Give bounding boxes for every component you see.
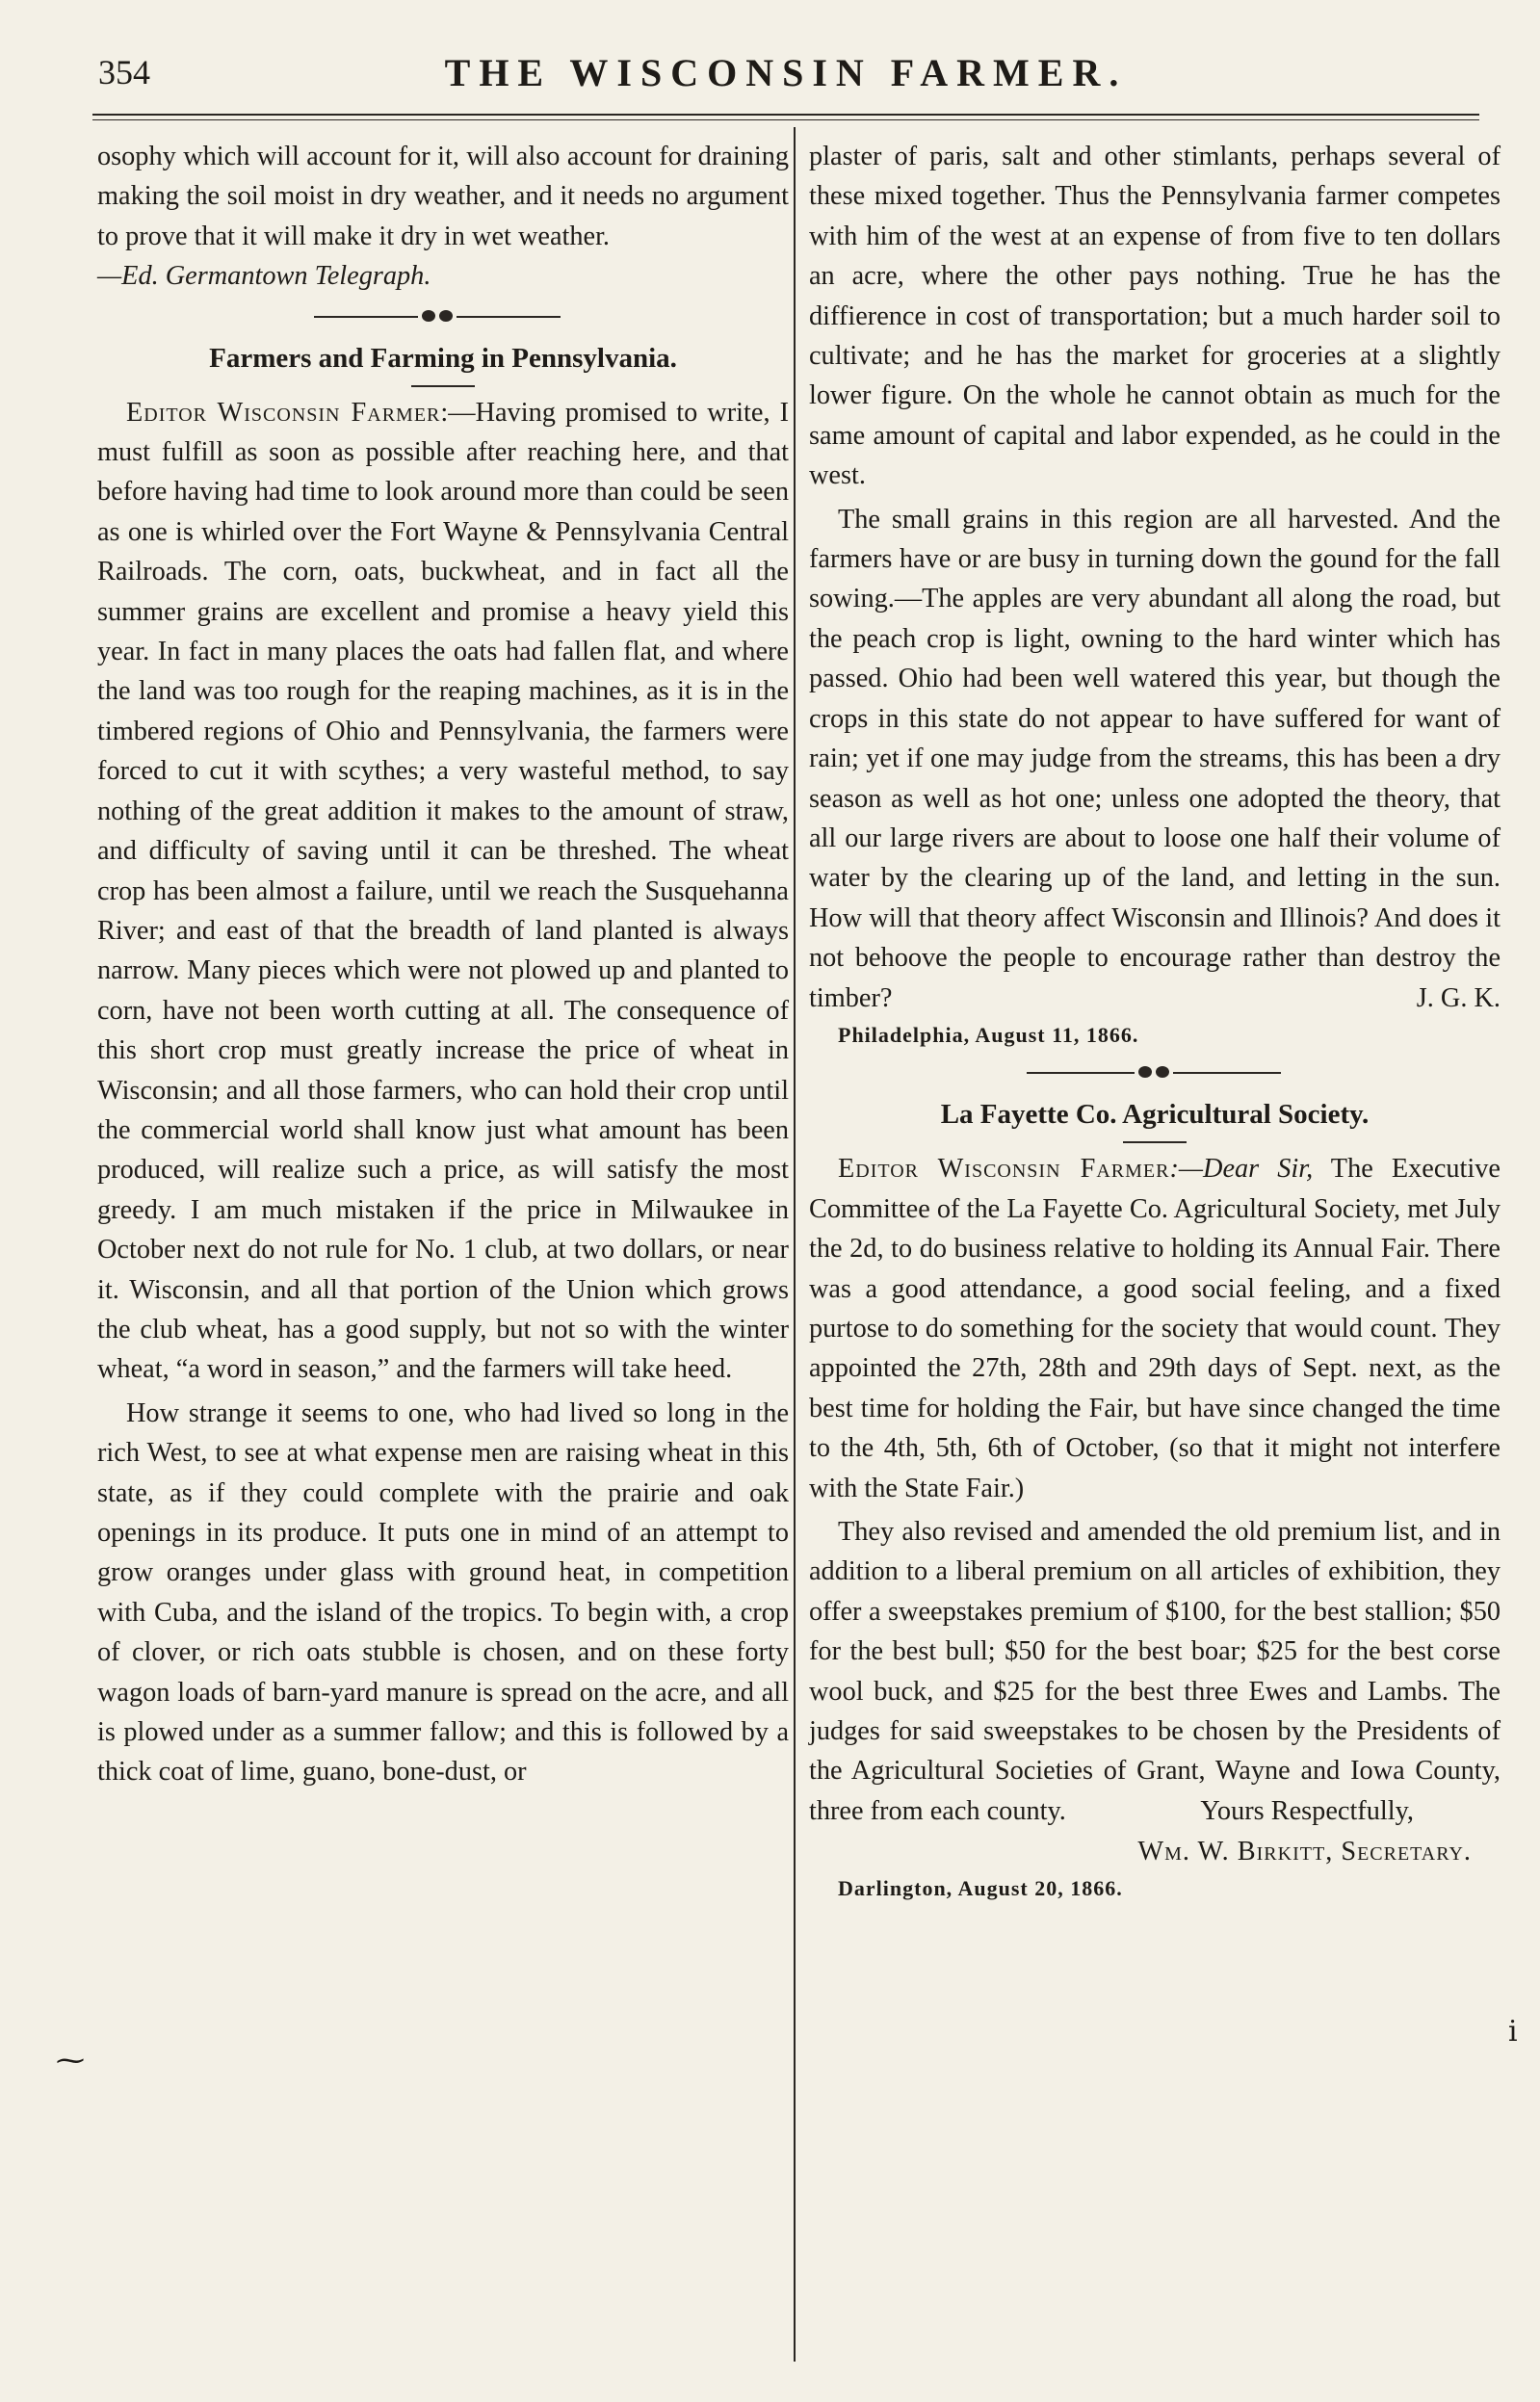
article-paragraph-text: :—Having promised to write, I must fulfill as soon as possible after reaching here, and that before having had time to look around more than could be seen as one is whirled over the Fort Wayne & Pennsylvania Central Railroads. The corn, oats, buckwheat, and in fact all the summer grains are excellent and promise a heavy yield this year. In fact in many places the oats had fallen flat, and where the land was too rough for the reaping machines, as it is in the timbered regions of Ohio and Pennsylvania, the farmers were forced to cut it with scythes; a very wasteful method, to say nothing of the great addition it makes to the amount of straw, and difficulty of saving until it can be threshed. The wheat crop has been almost a failure, until we reach the Susquehanna River; and east of that the breadth of land planted is always narrow. Many pieces which were not plowed up and planted to corn, have not been worth cutting at all. The consequence of this short crop must greatly increase the price of wheat in Wisconsin; and all those farmers, who can hold their crop until the commercial world shall know just what amount has been produced, will realize such a price, as will satisfy the most greedy. I am much mistaken if the price in Milwaukee in October next do not rule for No. 1 club, at two dollars, or near it. Wisconsin, and all that portion of the Union which grows the club wheat, has a good supply, but not so with the winter wheat, “a word in season,” and the farmers will take heed. (97, 397, 789, 1385)
article-paragraph: How strange it seems to one, who had lived so long in the rich West, to see at what expense men are raising wheat in this state, as if they could complete with the prairie and oak openings in its produce. It puts one in mind of an attempt to grow oranges under glass with ground heat, in competition with Cuba, and the island of the tropics. To begin with, a crop of clover, or rich oats stubble is chosen, and on these forty wagon loads of barn-yard manure is spread on the acre, and all is plowed under as a summer fallow; and this is followed by a thick coat of lime, guano, bone-dust, or (97, 1397, 789, 1788)
section-separator (97, 300, 789, 333)
left-column (97, 137, 789, 1792)
margin-annotation-mark: ⅰ (1508, 2015, 1518, 2049)
closing: Yours Respectfully, (1200, 1796, 1414, 1827)
heading-rule (97, 379, 789, 393)
margin-annotation-mark: ⁓ (56, 2044, 85, 2077)
article-paragraph (809, 1149, 1501, 1508)
editor-salutation: Editor Wisconsin Farmer (126, 397, 441, 428)
article-heading-pennsylvania: Farmers and Farming in Pennsylvania. (209, 342, 677, 374)
article-paragraph: They also revised and amended the old premium list, and in addition to a liberal premium on all articles of exhibition, they offer a sweepstakes premium of $100, for the best stallion; $50 for the best bull; $50 for the best boar; $25 for the best corse wool buck, and $25 for the best three Ewes and Lambs. The judges for said sweepstakes to be chosen by the Presidents of the Agricultural Societies of Grant, Wayne and Iowa County, three from each county. (809, 1517, 1501, 1826)
secretary-signature: Wm. W. Birkitt, Secretary. (1137, 1836, 1472, 1867)
article-paragraph: The small grains in this region are all harvested. And the farmers have or are busy in turning down the gound for the fall sowing.—The apples are very abundant all along the road, but the peach crop is light, owning to the hard winter which has passed. Ohio had been well watered this year, but though the crops in this state do not appear to have suffered for want of rain; yet if one may judge from the streams, this has been a dry season as well as hot one; unless one adopted the theory, that all our large rivers are about to loose one half their volume of water by the clearing up of the land, and letting in the sun. How will that theory affect Wisconsin and Illinois? And does it not behoove the people to encourage rather than destroy the timber? (809, 504, 1501, 1013)
article-paragraph (97, 393, 789, 1390)
dateline: Philadelphia, August 11, 1866. (838, 1023, 1139, 1048)
section-separator (809, 1057, 1501, 1089)
author-initials: J. G. K. (1416, 982, 1501, 1013)
header-rule-top (92, 114, 1479, 116)
article-heading-lafayette: La Fayette Co. Agricultural Society. (940, 1099, 1370, 1131)
page-header (92, 46, 1479, 104)
right-column (809, 137, 1501, 1906)
article-paragraph-continued: plaster of paris, salt and other stimlants, perhaps several of these mixed together. Thus the Pennsylvania farmer competes with him of the west at an expense of from five to ten dollars an acre, where the other pays nothing. True he has the diffierence in cost of transportation; but a much harder soil to cultivate; and he has the market for groceries at a slightly lower figure. On the whole he cannot obtain as much for the same amount of capital and labor expended, as he could in the west. (809, 142, 1501, 491)
greeting: :—Dear Sir, (1169, 1154, 1314, 1185)
intro-paragraph: osophy which will account for it, will also account for draining making the soil moist in dry weather, and it needs no argument to prove that it will make it dry in wet weather. (97, 142, 789, 251)
dateline: Darlington, August 20, 1866. (838, 1876, 1123, 1901)
article-paragraph-text: The Executive Committee of the La Fayette Co. Agricultural Society, met July the 2d, to do business relative to holding its Annual Fair. There was a good attendance, a good social feeling, and a fixed purtose to do something for the society that would count. They appointed the 27th, 28th and 29th days of Sept. next, as the best time for holding the Fair, but have since changed the time to the 4th, 5th, 6th of October, (so that it might not interfere with the State Fair.) (809, 1154, 1501, 1503)
page-number: 354 (98, 53, 150, 91)
heading-rule (809, 1136, 1501, 1149)
editor-salutation: Editor Wisconsin Farmer (838, 1154, 1170, 1185)
column-divider (794, 127, 796, 2362)
publication-title: THE WISCONSIN FARMER. (444, 51, 1128, 94)
intro-attribution: —Ed. Germantown Telegraph. (97, 261, 431, 292)
header-rule-bottom (92, 119, 1479, 120)
